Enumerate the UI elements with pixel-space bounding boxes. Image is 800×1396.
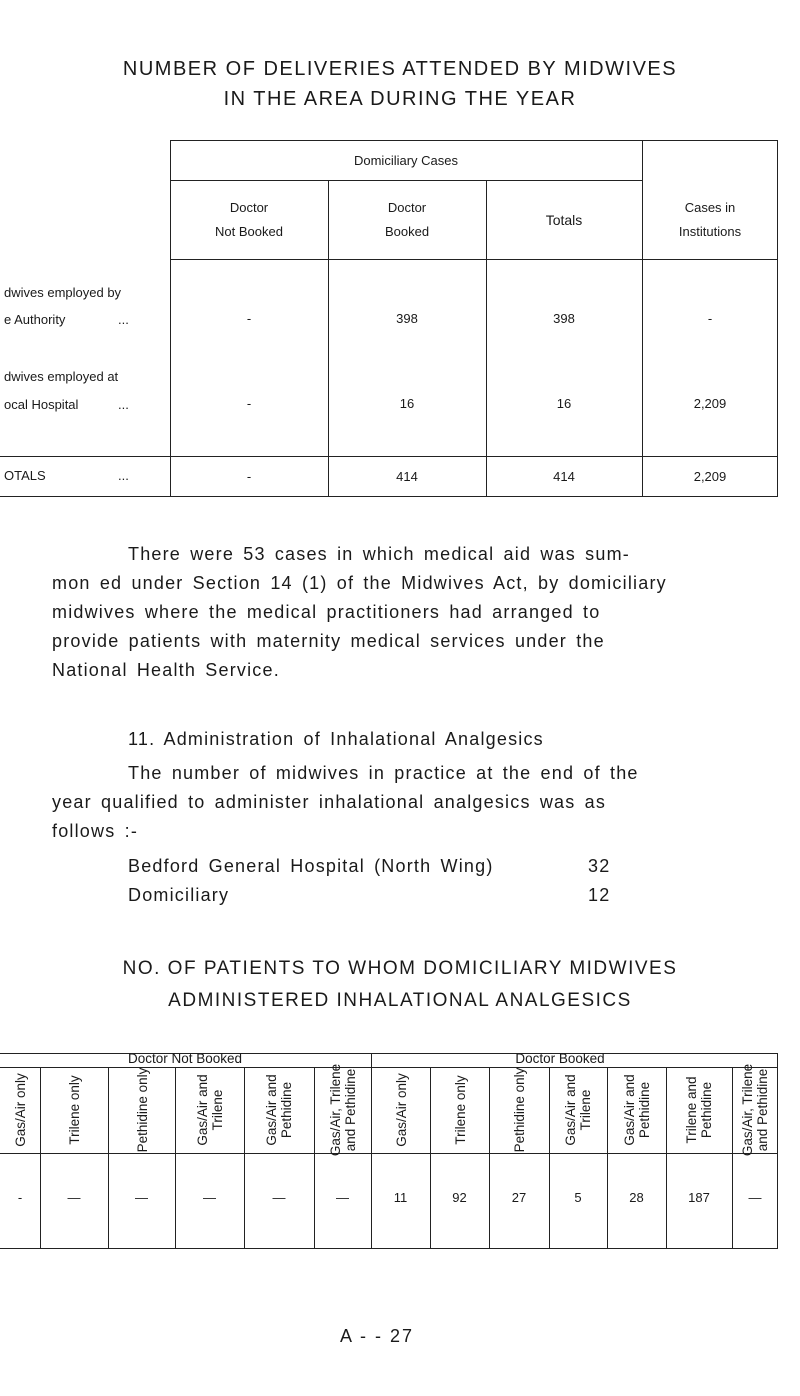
column-header-text: Gas/Air only: [393, 1073, 408, 1147]
header-text: Cases in: [684, 200, 736, 216]
column-header: [681, 1065, 717, 1155]
cell: 16: [556, 396, 572, 412]
column-header-text: Trilene only: [452, 1075, 467, 1145]
totals-label: OTALS: [4, 468, 46, 483]
text-line: There were 53 cases in which medical aid was sum-: [128, 544, 630, 564]
table-cell: —: [67, 1190, 81, 1205]
column-header: [560, 1065, 596, 1155]
qualified-list: [128, 852, 611, 910]
item-name: Bedford General Hospital (North Wing): [128, 856, 494, 876]
row-dots: ...: [118, 312, 129, 327]
item-value: 12: [588, 885, 611, 905]
table-cell: 5: [574, 1190, 582, 1205]
column-header: [325, 1065, 361, 1155]
cell: -: [246, 311, 252, 327]
cell: 2,209: [693, 468, 727, 484]
section-heading: 11. Administration of Inhalational Analgesics: [128, 729, 544, 749]
table-cell: 187: [688, 1190, 710, 1205]
page-heading-line2: IN THE AREA DURING THE YEAR: [223, 88, 577, 110]
group-header-booked: Doctor Booked: [515, 1050, 605, 1066]
column-divider: [108, 1067, 109, 1249]
text-line: follows :-: [52, 821, 139, 841]
section-paragraph: [52, 759, 752, 846]
page-number: A - - 27: [340, 1326, 415, 1346]
cell: -: [246, 468, 252, 484]
table-cell: —: [203, 1190, 216, 1205]
column-header-text: Gas/Air and: [563, 1074, 578, 1146]
cell: 414: [553, 468, 575, 484]
table-cell: —: [135, 1190, 148, 1205]
group-header-not-booked: Doctor Not Booked: [127, 1050, 243, 1066]
column-divider: [666, 1067, 667, 1249]
cell: 398: [553, 311, 575, 327]
column-header-text: Pethidine: [279, 1081, 294, 1139]
item-value: 32: [588, 856, 611, 876]
column-header-text: Pethidine: [636, 1081, 652, 1139]
column-header-text: Pethidine only: [134, 1067, 149, 1153]
column-divider: [430, 1067, 431, 1249]
column-header: [737, 1065, 773, 1155]
row-label: ocal Hospital: [4, 397, 79, 412]
cell: 2,209: [693, 396, 727, 412]
column-header: [63, 1065, 85, 1155]
column-header: [261, 1065, 297, 1155]
text-line: National Health Service.: [52, 660, 280, 680]
col-header-doctor-not-booked: [170, 181, 328, 259]
row-dots: ...: [118, 468, 129, 483]
cell: 16: [399, 396, 415, 412]
text-line: midwives where the medical practitioners had arranged to: [52, 602, 601, 622]
medical-aid-paragraph: [52, 540, 752, 685]
column-header-text: Gas/Air, Trilene: [740, 1063, 755, 1157]
column-header: [390, 1065, 412, 1155]
row-label: e Authority: [4, 312, 66, 327]
page-heading-line1: NUMBER OF DELIVERIES ATTENDED BY MIDWIVES: [122, 58, 678, 80]
column-divider: [549, 1067, 550, 1249]
text-line: provide patients with maternity medical services under the: [52, 631, 605, 651]
column-divider: [175, 1067, 176, 1249]
table-cell: 28: [629, 1190, 644, 1205]
column-header: [131, 1065, 153, 1155]
section-heading-line1: NO. OF PATIENTS TO WHOM DOMICILIARY MIDWIVES: [122, 958, 678, 979]
table-cell: —: [336, 1190, 349, 1205]
row-label: dwives employed by: [4, 285, 122, 300]
column-divider: [607, 1067, 608, 1249]
item-name: Domiciliary: [128, 885, 230, 905]
table-cell: 11: [393, 1190, 408, 1205]
column-header-text: Gas/Air, Trilene: [327, 1063, 343, 1157]
list-item: [128, 881, 611, 910]
column-header-text: Gas/Air and: [194, 1074, 210, 1146]
table-cell: 92: [452, 1190, 467, 1205]
table-cell: —: [272, 1190, 286, 1205]
column-header-text: and Pethidine: [755, 1068, 770, 1152]
column-header-text: Gas/Air and: [264, 1074, 279, 1146]
header-text: Doctor: [229, 200, 269, 216]
column-divider: [777, 1053, 778, 1249]
cell: 398: [396, 311, 418, 327]
col-header-totals: Totals: [545, 211, 583, 228]
text-line: The number of midwives in practice at the end of the: [128, 763, 639, 783]
column-header-text: Trilene: [578, 1089, 593, 1131]
column-header: [192, 1065, 228, 1155]
column-divider: [314, 1067, 315, 1249]
column-divider: [489, 1067, 490, 1249]
column-header-text: Gas/Air only: [12, 1073, 28, 1147]
column-header-text: Pethidine: [699, 1081, 714, 1139]
column-header-text: Trilene: [209, 1089, 225, 1131]
col-header-doctor-booked: [328, 181, 486, 259]
row-label: dwives employed at: [4, 369, 119, 384]
table-cell: 27: [511, 1190, 527, 1205]
section-heading-line2: ADMINISTERED INHALATIONAL ANALGESICS: [168, 990, 632, 1011]
column-header-text: Pethidine only: [511, 1067, 527, 1153]
column-divider: [732, 1067, 733, 1249]
column-header-text: Trilene and: [684, 1076, 699, 1144]
domiciliary-cases-header: Domiciliary Cases: [353, 152, 459, 168]
column-header: [619, 1065, 655, 1155]
header-text: Doctor: [387, 200, 427, 216]
text-line: mon ed under Section 14 (1) of the Midwives Act, by domiciliary: [52, 573, 667, 593]
column-header-text: Trilene only: [66, 1075, 82, 1145]
column-header: [449, 1065, 471, 1155]
cell: -: [707, 311, 713, 327]
header-text: Not Booked: [215, 224, 283, 239]
cell: 414: [396, 468, 418, 484]
column-divider: [371, 1053, 372, 1249]
column-header-text: and Pethidine: [342, 1068, 358, 1152]
column-divider: [40, 1067, 41, 1249]
column-header: [508, 1065, 530, 1155]
list-item: [128, 852, 611, 881]
row-dots: ...: [118, 397, 129, 412]
table-cell: —: [748, 1190, 762, 1205]
column-divider: [244, 1067, 245, 1249]
column-header-text: Gas/Air and: [621, 1074, 637, 1146]
header-text: Booked: [384, 224, 430, 239]
table-cell: -: [17, 1190, 23, 1205]
col-header-institutions: [642, 141, 778, 259]
header-text: Institutions: [678, 224, 742, 239]
cell: -: [246, 396, 252, 412]
text-line: year qualified to administer inhalational analgesics was as: [52, 792, 607, 812]
column-header: [9, 1065, 31, 1155]
